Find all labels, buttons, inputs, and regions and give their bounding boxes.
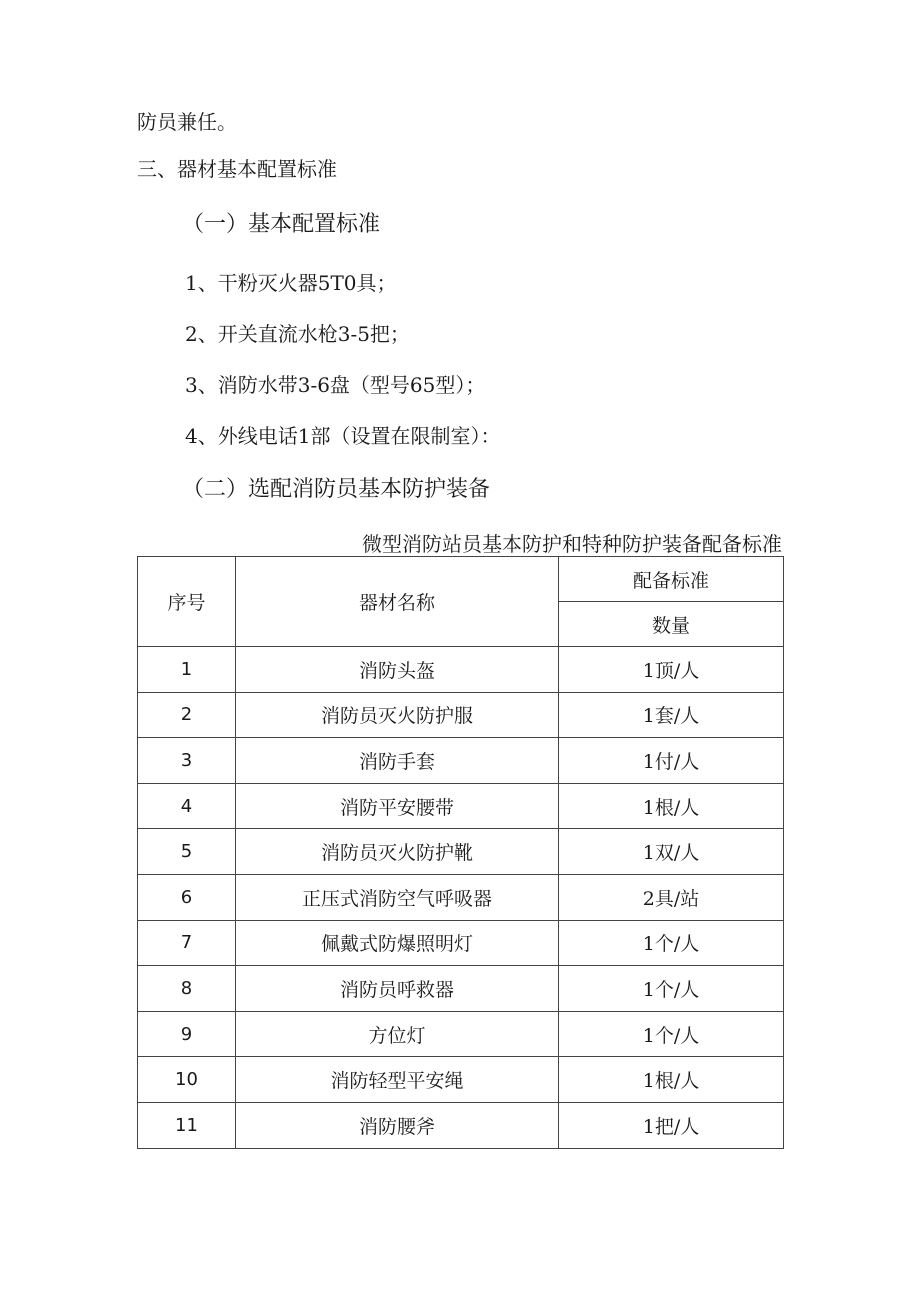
row-qty: 1个/人 [559,920,784,966]
row-name: 消防员灭火防护靴 [236,829,559,875]
row-index: 2 [138,692,236,738]
continuation-text: 防员兼任。 [137,110,237,134]
section-heading: 三、器材基本配置标准 [137,157,337,181]
list-item: 3、消防水带3-6盘（型号65型）； [185,373,486,397]
row-qty: 1个/人 [559,966,784,1012]
table-row [138,966,784,1012]
row-index: 7 [138,920,236,966]
header-quantity: 数量 [559,602,784,647]
list-item: 1、干粉灭火器5T0具； [185,271,397,295]
table-row [138,874,784,920]
table-row [138,920,784,966]
header-name: 器材名称 [236,557,559,647]
list-item: 4、外线电话1部（设置在限制室）： [185,424,501,448]
row-name: 消防员灭火防护服 [236,692,559,738]
row-qty: 1付/人 [559,738,784,784]
table-row [138,738,784,784]
table-row [138,783,784,829]
row-index: 11 [138,1102,236,1148]
row-index: 8 [138,966,236,1012]
row-name: 消防头盔 [236,647,559,693]
row-qty: 2具/站 [559,874,784,920]
row-name: 消防轻型平安绳 [236,1057,559,1103]
row-qty: 1根/人 [559,783,784,829]
table-row [138,1057,784,1103]
header-index: 序号 [138,557,236,647]
row-qty: 1双/人 [559,829,784,875]
row-qty: 1把/人 [559,1102,784,1148]
row-name: 正压式消防空气呼吸器 [236,874,559,920]
row-name: 消防员呼救器 [236,966,559,1012]
row-name: 消防手套 [236,738,559,784]
row-qty: 1顶/人 [559,647,784,693]
table-row [138,692,784,738]
table-row [138,1011,784,1057]
row-index: 4 [138,783,236,829]
row-index: 5 [138,829,236,875]
table-row [138,1102,784,1148]
equipment-table [137,556,784,1149]
row-index: 3 [138,738,236,784]
table-row [138,829,784,875]
row-qty: 1根/人 [559,1057,784,1103]
subsection-heading-basic: （一）基本配置标准 [182,212,381,237]
row-index: 6 [138,874,236,920]
subsection-heading-optional: （二）选配消防员基本防护装备 [182,477,491,502]
header-standard: 配备标准 [559,557,784,602]
list-item: 2、开关直流水枪3-5把； [185,322,410,346]
row-index: 1 [138,647,236,693]
row-name: 消防平安腰带 [236,783,559,829]
table-caption: 微型消防站员基本防护和特种防护装备配备标准 [362,532,782,556]
table-row [138,647,784,693]
row-name: 佩戴式防爆照明灯 [236,920,559,966]
row-qty: 1个/人 [559,1011,784,1057]
row-name: 消防腰斧 [236,1102,559,1148]
row-qty: 1套/人 [559,692,784,738]
row-name: 方位灯 [236,1011,559,1057]
row-index: 9 [138,1011,236,1057]
row-index: 10 [138,1057,236,1103]
